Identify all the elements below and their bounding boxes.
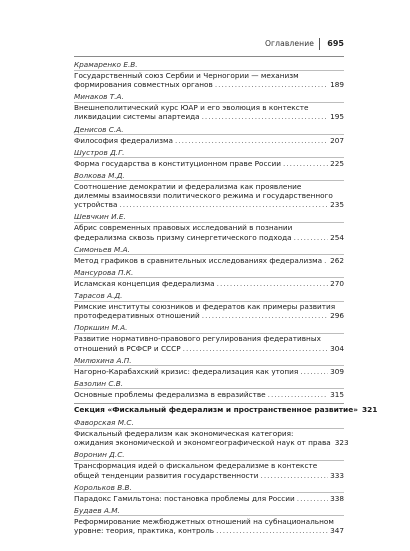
entry-spacer [74, 399, 344, 403]
toc-title-last-line [74, 200, 344, 209]
toc-title-line: общей тенденции развития государственности [74, 470, 259, 480]
toc-title-last-line [74, 438, 349, 448]
toc-title-line: Трансформация идей о фискальном федерализме в контексте [74, 461, 318, 471]
toc-title-line: Римские институты союзников и федератов как примеры развития [74, 302, 336, 312]
toc-title-line: ожидания экономической и экономгеографической наук от права [74, 438, 331, 448]
toc-author: Базолин С.В. [74, 378, 124, 388]
toc-title-line: Основные проблемы федерализма в евразийстве [74, 389, 266, 399]
toc-title-line: ликвидации системы апартеида [74, 112, 200, 122]
dot-leader [268, 390, 328, 399]
toc-entry [74, 125, 344, 145]
toc-title [74, 182, 344, 209]
toc-title-line: Реформирование межбюджетных отношений на субнациональном [74, 516, 334, 526]
toc-entry [74, 245, 344, 265]
toc-title-line: протофедеративных отношений [74, 311, 200, 321]
toc-title [74, 390, 344, 399]
toc-title-line: формирования совместных органов [74, 80, 213, 90]
toc-title-line: Секция «Фискальный федерализм и пространственное развитие» [74, 404, 359, 414]
toc-title [74, 302, 344, 320]
toc-page-number[interactable]: 270 [330, 278, 344, 288]
dot-leader [261, 471, 329, 480]
toc-page-number[interactable]: 315 [330, 389, 344, 399]
toc-entry [74, 60, 344, 89]
toc-entry [74, 171, 344, 209]
toc-title [74, 256, 344, 265]
toc-page-number[interactable]: 207 [330, 135, 344, 145]
toc-entry [74, 356, 344, 376]
toc-page-number[interactable]: 323 [334, 438, 349, 448]
toc-title-line: Государственный союз Сербии и Черногории — механизм [74, 71, 299, 80]
toc-title-line: Соотношение демократии и федерализма как проявление [74, 181, 302, 191]
dot-leader [216, 526, 328, 535]
toc-title-line: Исламская концепция федерализма [74, 278, 215, 288]
toc-title-line: Внешнеполитический курс ЮАР и его эволюция в контексте [74, 103, 309, 113]
toc-title [74, 223, 344, 241]
toc-author: Фаворская М.С. [74, 418, 134, 428]
toc-author: Шустров Д.Г. [74, 147, 125, 157]
toc-author: Мансурова П.К. [74, 267, 134, 277]
toc-page-number[interactable]: 309 [330, 366, 344, 376]
toc-page-number[interactable]: 235 [330, 200, 344, 210]
toc-title-line: федерализма сквозь призму синергетического подхода [74, 232, 292, 242]
toc-title [74, 517, 344, 535]
toc-page-number[interactable]: 347 [330, 526, 344, 536]
toc-title [74, 159, 344, 168]
toc-title-line: Философия федерализма [74, 135, 173, 145]
toc-section-heading [74, 403, 378, 414]
toc-title-line: Фискальный федерализм как экономическая категория: [74, 429, 294, 439]
toc-title-line: Абрис современных правовых исследований в познании [74, 223, 293, 233]
toc-entry [74, 268, 344, 288]
toc-title [74, 367, 344, 376]
toc-entry [74, 323, 344, 352]
toc-entry [74, 148, 344, 168]
toc-title-line: Нагорно-Карабахский кризис: федерализация как утопия [74, 366, 299, 376]
toc-title-last-line [74, 279, 344, 288]
toc-title-last-line [74, 344, 344, 353]
toc-title-last-line [74, 390, 344, 399]
dot-leader [175, 136, 328, 145]
toc-title [74, 429, 349, 448]
toc-title [74, 461, 344, 479]
header-page-number: 695 [327, 39, 344, 48]
toc-page-number[interactable]: 262 [330, 255, 344, 265]
toc-title-last-line [74, 471, 344, 480]
toc-author: Тарасов А.Д. [74, 291, 123, 301]
dot-leader [183, 344, 328, 353]
toc-author: Симоньев М.А. [74, 244, 130, 254]
header-separator [319, 38, 320, 50]
toc-author: Милюхина А.П. [74, 355, 132, 365]
toc-title [74, 334, 344, 352]
toc-title-last-line [74, 159, 344, 168]
toc-page-number[interactable]: 225 [330, 158, 344, 168]
dot-leader [300, 367, 328, 376]
toc-title-line: Парадокс Гамильтона: постановка проблемы для России [74, 493, 295, 503]
toc-page-number[interactable]: 321 [362, 404, 378, 414]
toc-title-last-line [74, 136, 344, 145]
toc-title [74, 494, 344, 503]
table-of-contents [74, 60, 378, 536]
toc-entry [74, 92, 344, 121]
toc-title-last-line [74, 526, 344, 535]
toc-author: Минаков Т.А. [74, 92, 124, 102]
dot-leader [119, 200, 328, 209]
toc-author: Воронин Д.С. [74, 450, 125, 460]
toc-title-last-line [74, 80, 344, 89]
toc-title-line: Форма государства в конституционном праве России [74, 158, 281, 168]
header-title: Оглавление [264, 39, 314, 48]
dot-leader [202, 112, 328, 121]
toc-title-last-line [74, 233, 344, 242]
toc-title-last-line [74, 112, 344, 121]
toc-author: Волкова М.Д. [74, 170, 125, 180]
toc-title-line: отношений в РСФСР и СССР [74, 343, 181, 353]
dot-leader [283, 159, 328, 168]
toc-page-number[interactable]: 254 [330, 232, 344, 242]
toc-title-last-line [74, 311, 344, 320]
toc-title-last-line [74, 256, 344, 265]
toc-entry [74, 418, 349, 448]
toc-title-line: дилеммы взаимосвязи политического режима и государственного [74, 191, 333, 201]
toc-title-line: Развитие нормативно-правового регулирования федеративных [74, 334, 321, 344]
running-header [74, 38, 344, 52]
toc-title-last-line [74, 404, 378, 414]
toc-page-number[interactable]: 195 [330, 112, 344, 122]
toc-title [74, 103, 344, 121]
toc-author: Шевчкин И.Е. [74, 212, 126, 222]
toc-title-line: уровне: теория, практика, контроль [74, 526, 215, 536]
toc-title [74, 404, 378, 414]
toc-author: Денисов С.А. [74, 124, 124, 134]
toc-title-line: Метод графиков в сравнительных исследованиях федерализма [74, 255, 323, 265]
toc-author: Будаев А.М. [74, 505, 120, 515]
dot-leader [217, 279, 328, 288]
dot-leader [297, 494, 328, 503]
toc-entry [74, 483, 344, 503]
toc-page-number[interactable]: 304 [330, 343, 344, 353]
dot-leader [202, 311, 328, 320]
toc-entry [74, 212, 344, 241]
toc-title [74, 71, 344, 89]
toc-entry [74, 291, 344, 320]
toc-title [74, 136, 344, 145]
toc-page-number[interactable]: 338 [330, 493, 344, 503]
header-rule [74, 56, 344, 57]
toc-author: Крамаренко Е.В. [74, 60, 138, 69]
dot-leader [324, 256, 328, 265]
toc-entry [74, 379, 344, 399]
toc-title [74, 279, 344, 288]
toc-entry [74, 450, 344, 479]
toc-author: Поркшин М.А. [74, 323, 128, 333]
toc-page-number[interactable]: 189 [330, 80, 344, 90]
toc-page-number[interactable]: 296 [330, 311, 344, 321]
toc-title-last-line [74, 367, 344, 376]
toc-author: Корольков В.В. [74, 482, 132, 492]
toc-title-last-line [74, 494, 344, 503]
toc-page-number[interactable]: 333 [330, 470, 344, 480]
toc-entry [74, 506, 344, 535]
dot-leader [294, 233, 328, 242]
toc-title-line: устройства [74, 200, 118, 210]
dot-leader [215, 80, 328, 89]
